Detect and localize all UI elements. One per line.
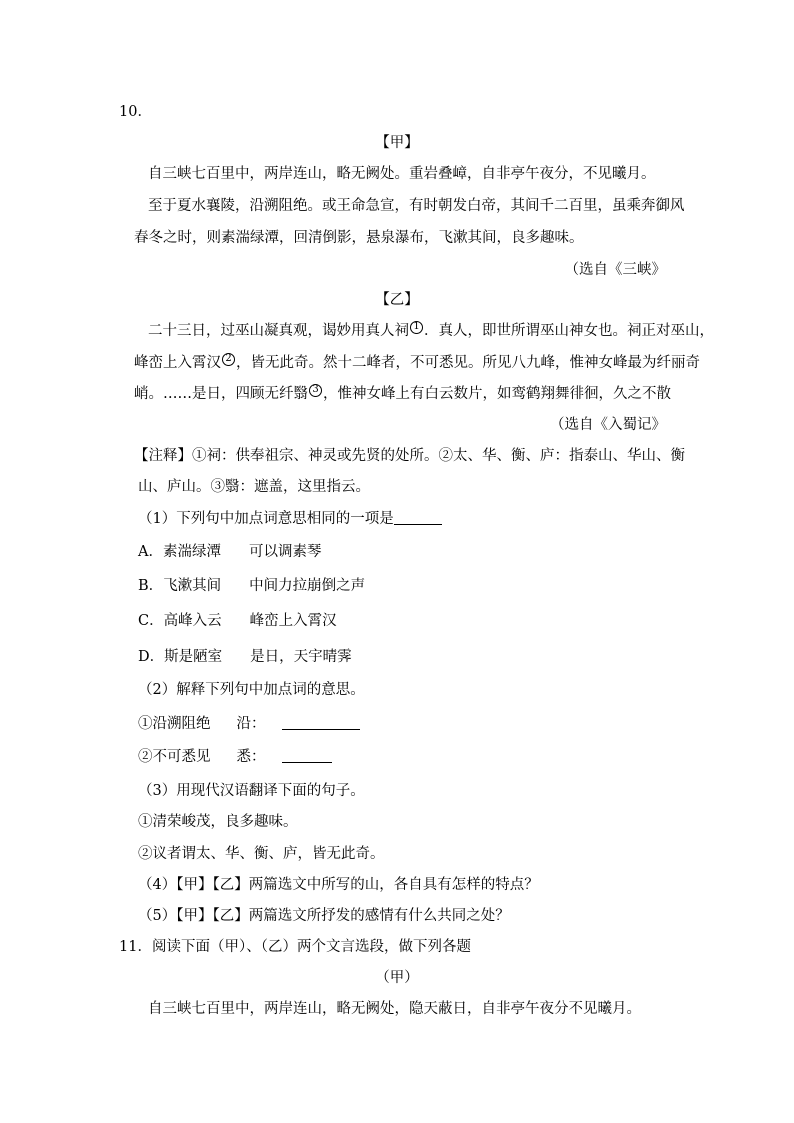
passage-line	[134, 353, 700, 373]
annotation-line: 【注释】①祠：供奉祖宗、神灵或先贤的处所。②太、华、衡、庐：指泰山、华山、衡	[134, 448, 685, 464]
section-heading-yi: 【乙】	[375, 292, 419, 308]
option-label: D．斯是陋室	[138, 649, 223, 665]
passage-text: 峭。……是日，四顾无纤翳	[134, 386, 308, 402]
passage-line: 至于夏水襄陵，沿溯阻绝。或王命急宣，有时朝发白帝，其间千二百里，虽乘奔御风	[148, 198, 685, 214]
answer-blank[interactable]	[282, 748, 332, 763]
question-number: 11．阅读下面（甲）、（乙）两个文言选段，做下列各题	[119, 939, 471, 955]
translate-sentence-1: ①清荣峻茂，良多趣味。	[138, 814, 298, 830]
source-citation: （选自《三峡》	[564, 262, 666, 278]
option-text: 可以调素琴	[248, 544, 322, 560]
phrase: ①沿溯阻绝	[138, 716, 211, 732]
question-number: 10．	[119, 104, 152, 120]
translate-sentence-2: ②议者谓太、华、衡、庐，皆无此奇。	[138, 846, 385, 862]
footnote-marker: 3	[309, 384, 322, 397]
word-explain-2	[138, 747, 332, 767]
option-a[interactable]	[138, 542, 321, 562]
phrase: ②不可悉见	[138, 749, 211, 765]
target-word: 沿：	[236, 716, 266, 732]
passage-line: 春冬之时，则素湍绿潭，回清倒影，悬泉瀑布，飞漱其间，良多趣味。	[134, 230, 584, 246]
option-c[interactable]	[138, 611, 337, 631]
subquestion-1	[138, 509, 442, 529]
subquestion-3: （3）用现代汉语翻译下面的句子。	[138, 783, 365, 799]
subquestion-4: （4）【甲】【乙】两篇选文中所写的山，各自具有怎样的特点？	[138, 877, 539, 893]
option-d[interactable]	[138, 647, 352, 667]
answer-blank[interactable]	[282, 715, 360, 730]
annotation-line: 山、庐山。③翳：遮盖，这里指云。	[138, 479, 370, 495]
passage-line: 自三峡七百里中，两岸连山，略无阙处，隐天蔽日，自非亭午夜分不见曦月。	[148, 1001, 641, 1017]
footnote-marker: 2	[222, 353, 235, 366]
passage-text: ，皆无此奇。然十二峰者，不可悉见。所见八九峰，惟神女峰最为纤丽奇	[236, 355, 700, 371]
footnote-marker: 1	[410, 321, 423, 334]
option-b[interactable]	[138, 576, 365, 596]
subquestion-5: （5）【甲】【乙】两篇选文所抒发的感情有什么共同之处？	[138, 908, 510, 924]
option-label: A．素湍绿潭	[138, 544, 221, 560]
target-word: 悉：	[236, 749, 266, 765]
passage-text: ，惟神女峰上有白云数片，如鸾鹤翔舞徘徊，久之不散	[323, 386, 671, 402]
option-label: C．高峰入云	[138, 613, 222, 629]
passage-text: 峰峦上入霄汉	[134, 355, 221, 371]
word-explain-1	[138, 714, 360, 734]
passage-text: 二十三日，过巫山凝真观，谒妙用真人祠	[148, 323, 409, 339]
source-citation: （选自《入蜀记》	[550, 417, 666, 433]
option-label: B．飞漱其间	[138, 578, 222, 594]
subquestion-2: （2）解释下列句中加点词的意思。	[138, 682, 365, 698]
answer-blank[interactable]	[394, 510, 442, 525]
passage-line	[134, 384, 671, 404]
option-text: 是日，天宇晴霁	[250, 649, 352, 665]
option-text: 峰峦上入霄汉	[249, 613, 337, 629]
subquestion-text: （1）下列句中加点词意思相同的一项是	[138, 511, 394, 527]
passage-text: ．真人，即世所谓巫山神女也。祠正对巫山，	[424, 323, 714, 339]
option-text: 中间力拉崩倒之声	[249, 578, 366, 594]
section-heading-jia: （甲）	[375, 970, 419, 986]
passage-line: 自三峡七百里中，两岸连山，略无阙处。重岩叠嶂，自非亭午夜分，不见曦月。	[148, 166, 656, 182]
section-heading-jia: 【甲】	[375, 135, 419, 151]
passage-line	[148, 321, 714, 341]
